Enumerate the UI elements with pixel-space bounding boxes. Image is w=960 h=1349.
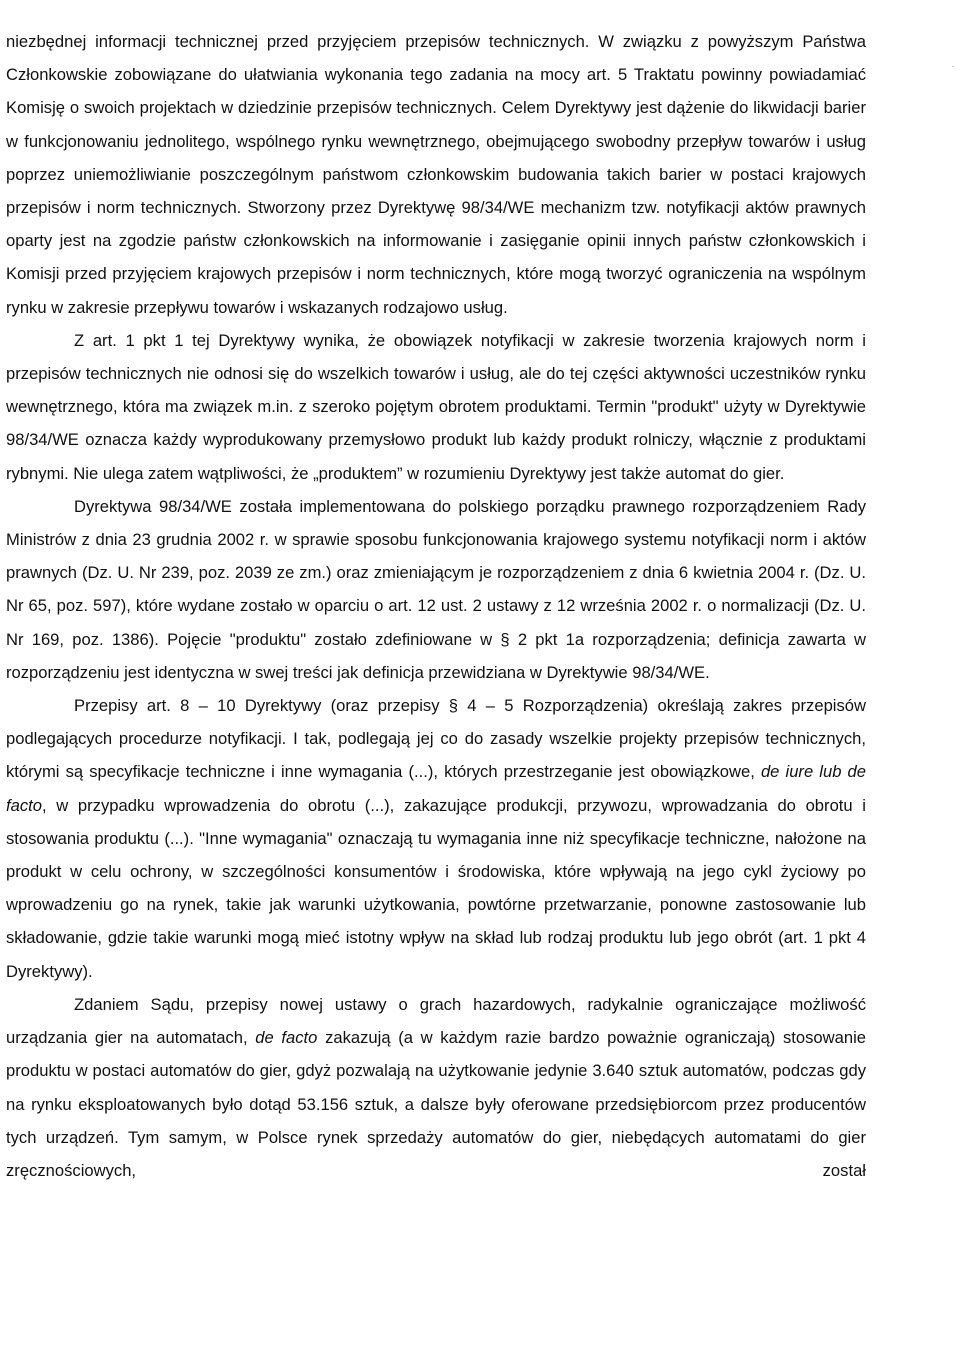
- paragraph-text-segment: Przepisy art. 8 – 10 Dyrektywy (oraz przepisy § 4 – 5 Rozporządzenia) określają zakres przepisów podlegających procedurze notyfikacji. I tak, podlegają jej co do zasady wszelkie projekty przepisów technicznych, którymi są specyfikacje techniczne i inne wymagania (...), których przestrzeganie jest obowiązkowe,: [6, 696, 866, 782]
- paragraph-product-definition: Z art. 1 pkt 1 tej Dyrektywy wynika, że obowiązek notyfikacji w zakresie tworzenia krajowych norm i przepisów technicznych nie odnosi się do wszelkich towarów i usług, ale do tej części aktywności uczestników rynku wewnętrznego, która ma związek m.in. z szeroko pojętym obrotem produktami. Termin "produkt" użyty w Dyrektywie 98/34/WE oznacza każdy wyprodukowany przemysłowo produkt lub każdy produkt rolniczy, włącznie z produktami rybnymi. Nie ulega zatem wątpliwości, że „produktem” w rozumieniu Dyrektywy jest także automat do gier.: [6, 330, 866, 483]
- paragraph-court-opinion: [6, 988, 866, 1187]
- paragraph-technical-regulations: [6, 689, 866, 988]
- document-page: [6, 0, 866, 1187]
- paragraph-notification-purpose: niezbędnej informacji technicznej przed przyjęciem przepisów technicznych. W związku z powyższym Państwa Członkowskie zobowiązane do ułatwiania wykonania tego zadania na mocy art. 5 Traktatu powinny powiadamiać Komisję o swoich projektach w dziedzinie przepisów technicznych. Celem Dyrektywy jest dążenie do likwidacji barier w funkcjonowaniu jednolitego, wspólnego rynku wewnętrznego, obejmującego swobodny przepływ towarów i usług poprzez uniemożliwianie poszczególnym państwom członkowskim budowania takich barier w postaci krajowych przepisów i norm technicznych. Stworzony przez Dyrektywę 98/34/WE mechanizm tzw. notyfikacji aktów prawnych oparty jest na zgodzie państw członkowskich na informowanie i zasięganie opinii innych państw członkowskich i Komisji przed przyjęciem krajowych przepisów i norm technicznych, które mogą tworzyć ograniczenia na wspólnym rynku w zakresie przepływu towarów i wskazanych rodzajowo usług.: [6, 32, 866, 317]
- paragraph-text-segment: Zdaniem Sądu, przepisy nowej ustawy o grach hazardowych, radykalnie ograniczające możliwość urządzania gier na automatach,: [6, 994, 866, 1048]
- latin-phrase: de facto: [255, 1028, 318, 1048]
- paragraph-text-segment: , w przypadku wprowadzenia do obrotu (...), zakazujące produkcji, przywozu, wprowadzania do obrotu i stosowania produktu (...). "Inne wymagania" oznaczają tu wymagania inne niż specyfikacje techniczne, nałożone na produkt w celu ochrony, w szczególności konsumentów i środowiska, które wpływają na jego cykl życiowy po wprowadzeniu go na rynek, takie jak warunki użytkowania, powtórne przetwarzanie, ponowne zastosowanie lub składowanie, gdzie takie warunki mogą mieć istotny wpływ na skład lub rodzaj produktu lub jego obrót (art. 1 pkt 4 Dyrektywy).: [6, 795, 866, 981]
- latin-phrase: de iure lub de facto: [6, 762, 867, 815]
- paragraph-implementation: Dyrektywa 98/34/WE została implementowana do polskiego porządku prawnego rozporządzeniem Rady Ministrów z dnia 23 grudnia 2002 r. w sprawie sposobu funkcjonowania krajowego systemu notyfikacji norm i aktów prawnych (Dz. U. Nr 239, poz. 2039 ze zm.) oraz zmieniającym je rozporządzeniem z dnia 6 kwietnia 2004 r. (Dz. U. Nr 65, poz. 597), które wydane zostało w oparciu o art. 12 ust. 2 ustawy z 12 września 2002 r. o normalizacji (Dz. U. Nr 169, poz. 1386). Pojęcie "produktu" zostało zdefiniowane w § 2 pkt 1a rozporządzenia; definicja zawarta w rozporządzeniu jest identyczna w swej treści jak definicja przewidziana w Dyrektywie 98/34/WE.: [6, 496, 866, 682]
- paragraph-text-segment: zakazują (a w każdym razie bardzo poważnie ograniczają) stosowanie produktu w postaci automatów do gier, gdyż pozwalają na użytkowanie jedynie 3.640 sztuk automatów, podczas gdy na rynku eksploatowanych było dotąd 53.156 sztuk, a dalsze były oferowane przedsiębiorcom przez producentów tych urządzeń. Tym samym, w Polsce rynek sprzedaży automatów do gier, niebędących automatami do gier zręcznościowych, został: [6, 1028, 867, 1180]
- scan-speck: [952, 66, 954, 67]
